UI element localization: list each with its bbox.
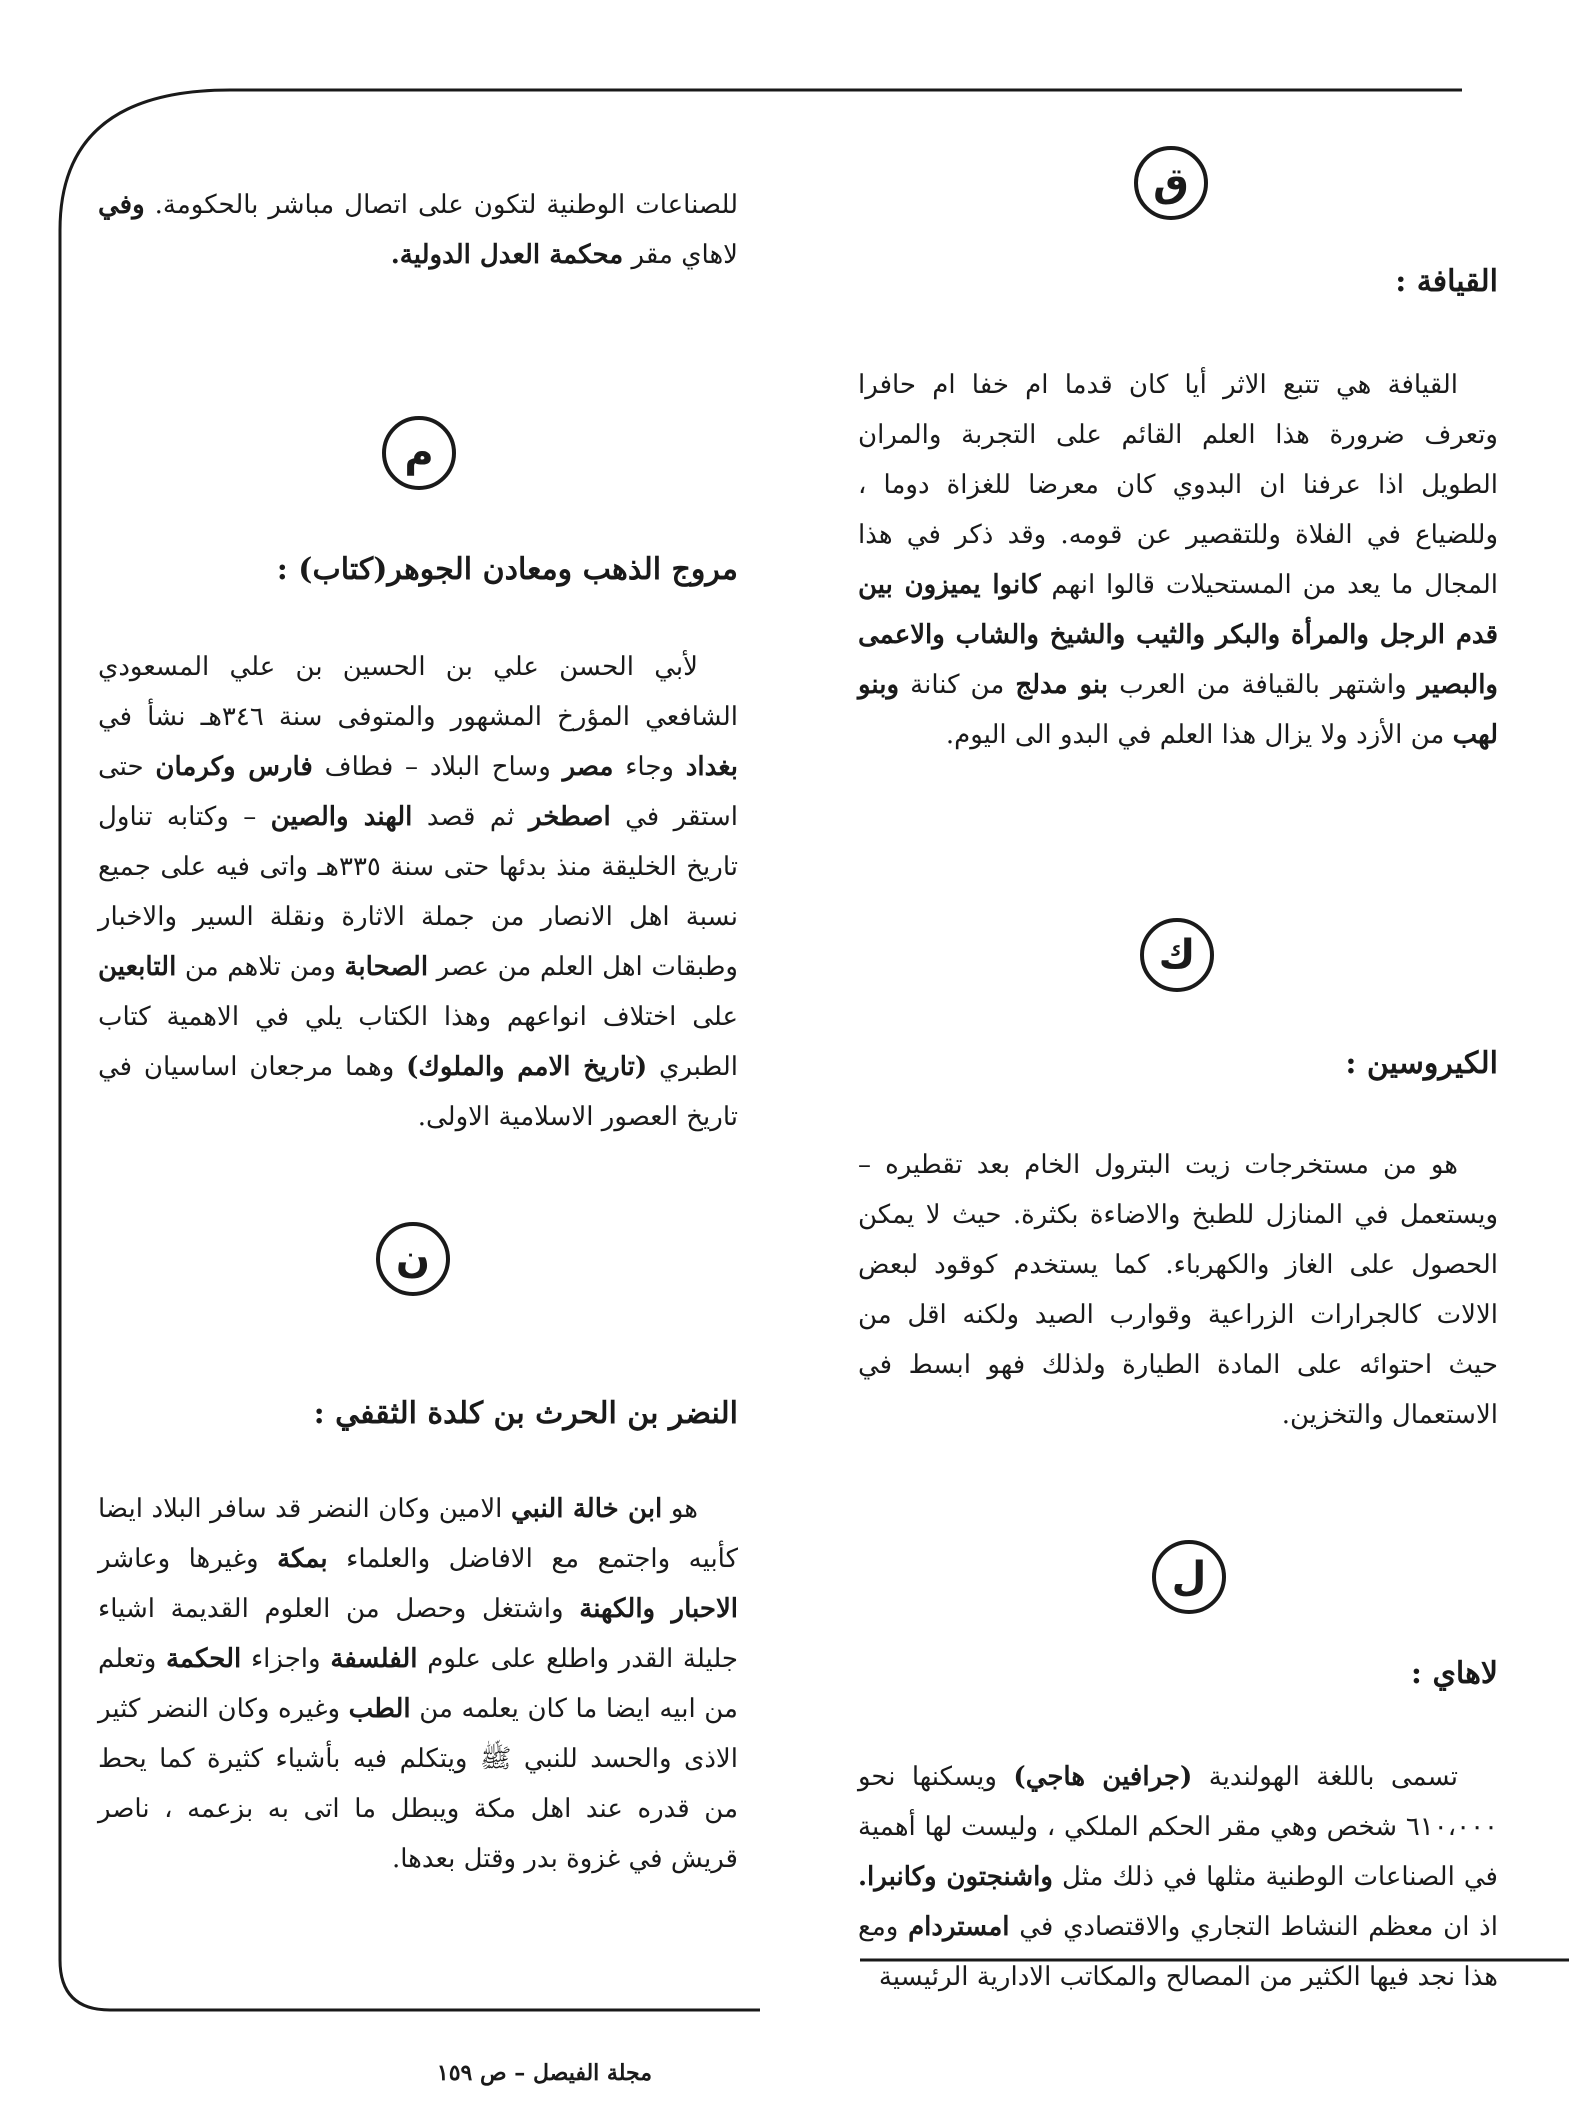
text-run: لأبي الحسن علي بن الحسين بن علي المسعودي الشافعي المؤرخ المشهور والمتوفى سنة ٣٤٦هـ نشأ في bbox=[98, 652, 738, 732]
text-run: هو bbox=[662, 1494, 699, 1524]
bold-term: الاحبار والكهنة bbox=[579, 1594, 739, 1624]
text-run: من الأزد ولا يزال هذا العلم في البدو الى اليوم. bbox=[945, 720, 1453, 750]
text-run: تسمى باللغة الهولندية bbox=[1192, 1762, 1459, 1792]
text-run: وجاء bbox=[613, 752, 686, 782]
bold-term: الطب bbox=[348, 1694, 411, 1724]
text-run: – وكتابه تناول تاريخ الخليقة منذ بدئها حتى سنة ٣٣٥هـ واتى فيه على جميع نسبة اهل الانصار من جملة الاثارة ونقلة السير والاخبار وطبقات اهل العلم من عصر bbox=[98, 802, 738, 982]
paragraph-al-nadr bbox=[98, 1484, 738, 1884]
letter-badge-mim: م bbox=[382, 416, 456, 490]
paragraph-lahay-continuation bbox=[98, 180, 738, 280]
bold-term: وبنو لهب bbox=[858, 670, 1498, 750]
heading-kerosene: الكيروسين : bbox=[1345, 1046, 1498, 1081]
bold-term: مصر bbox=[562, 752, 614, 782]
letter-badge-nun: ن bbox=[376, 1222, 450, 1296]
text-run: لاهاي مقر bbox=[623, 240, 738, 270]
paragraph-lahay bbox=[858, 1752, 1498, 2002]
bold-term: محكمة العدل الدولية. bbox=[390, 240, 624, 270]
paragraph-kerosene bbox=[858, 1140, 1498, 1440]
text-run: على اختلاف انواعهم وهذا الكتاب يلي في الاهمية كتاب الطبري bbox=[98, 1002, 738, 1082]
bold-term: الحكمة bbox=[165, 1644, 242, 1674]
text-run: للصناعات الوطنية لتكون على اتصال مباشر بالحكومة. bbox=[144, 190, 738, 220]
text-run: واشتغل وحصل من العلوم القديمة اشياء جليلة القدر واطلع على علوم bbox=[98, 1594, 738, 1674]
text-run: واجزاء bbox=[241, 1644, 331, 1674]
text-run: وغيره وكان النضر كثير الاذى والحسد للنبي ﷺ ويتكلم فيه بأشياء كثيرة كما يحط من قدره عند اهل مكة ويبطل ما اتى به بزعمه ، ناصر قريش في غزوة بدر وقتل بعدها. bbox=[98, 1694, 738, 1874]
text-run: واشتهر بالقيافة من العرب bbox=[1108, 670, 1418, 700]
page-footer: مجلة الفيصل – ص ١٥٩ bbox=[436, 2060, 652, 2086]
letter-badge-kaf: ك bbox=[1140, 918, 1214, 992]
text-run: ومن تلاهم من bbox=[176, 952, 345, 982]
text-run: حتى استقر في bbox=[98, 752, 739, 832]
bold-term: بغداد bbox=[685, 752, 739, 782]
bold-term: (جرافين هاجي) bbox=[1013, 1762, 1193, 1792]
bold-term: ابن خالة النبي bbox=[510, 1494, 663, 1524]
heading-muruj-al-dhahab: مروج الذهب ومعادن الجوهر(كتاب) : bbox=[276, 552, 738, 587]
bold-term: بنو مدلج bbox=[1015, 670, 1108, 700]
text-run: ويسكنها نحو ٦١٠،٠٠٠ شخص وهي مقر الحكم الملكي ، وليست لها أهمية في الصناعات الوطنية مثلها في ذلك مثل bbox=[858, 1762, 1498, 1892]
heading-lahay: لاهاي : bbox=[1410, 1656, 1498, 1691]
letter-badge-lam: ل bbox=[1152, 1540, 1226, 1614]
frame-bottom-corner bbox=[60, 1960, 110, 2010]
heading-al-nadr: النضر بن الحرث بن كلدة الثقفي : bbox=[313, 1396, 738, 1431]
text-run: وغيرها وعاشر bbox=[98, 1544, 278, 1574]
text-run: من كنانة bbox=[899, 670, 1016, 700]
text-run: هو من مستخرجات زيت البترول الخام بعد تقطيره – ويستعمل في المنازل للطبخ والاضاءة بكثرة. حيث لا يمكن الحصول على الغاز والكهرباء. كما يستخدم كوقود لبعض الالات كالجرارات الزراعية وقوارب الصيد ولكنه اقل من حيث احتوائه على المادة الطيارة ولذلك فهو ابسط في الاستعمال والتخزين. bbox=[858, 1150, 1498, 1430]
letter-badge-qaf: ق bbox=[1134, 146, 1208, 220]
bold-term: كانوا يميزون بين قدم الرجل والمرأة والبكر والثيب والشيخ والشاب والاعمى والبصير bbox=[858, 570, 1498, 700]
text-run: ثم قصد bbox=[412, 802, 529, 832]
bold-term: الفلسفة bbox=[330, 1644, 418, 1674]
bold-term: واشنجتون وكانبرا. bbox=[858, 1862, 1053, 1892]
text-run: الامين وكان النضر قد سافر البلاد ايضا كأبيه واجتمع مع الافاضل والعلماء bbox=[98, 1494, 738, 1574]
bold-term: امستردام bbox=[908, 1912, 1010, 1942]
bold-term: (تاريخ الامم والملوك) bbox=[406, 1052, 648, 1082]
bold-term: التابعين bbox=[98, 952, 177, 982]
text-run: وتعلم من ابيه ايضا ما كان يعلمه من bbox=[98, 1644, 738, 1724]
text-run: ومع هذا نجد فيها الكثير من المصالح والمكاتب الادارية الرئيسية bbox=[858, 1912, 1498, 1992]
text-run: وهما مرجعان اساسيان في تاريخ العصور الاسلامية الاولى. bbox=[98, 1052, 738, 1132]
text-run: وساح البلاد – فطاف bbox=[312, 752, 563, 782]
bold-term: الهند والصين bbox=[270, 802, 413, 832]
bold-term: اصطخر bbox=[528, 802, 611, 832]
text-run: اذ ان معظم النشاط التجاري والاقتصادي في bbox=[1009, 1912, 1498, 1942]
bold-term: وفي bbox=[98, 190, 145, 220]
paragraph-muruj-al-dhahab bbox=[98, 642, 738, 1142]
heading-qiyafa: القيافة : bbox=[1395, 264, 1498, 299]
bold-term: الصحابة bbox=[344, 952, 429, 982]
bold-term: فارس وكرمان bbox=[155, 752, 313, 782]
paragraph-qiyafa bbox=[858, 360, 1498, 760]
bold-term: بمكة bbox=[277, 1544, 328, 1574]
text-run: القيافة هي تتبع الاثر أيا كان قدما ام خفا ام حافرا وتعرف ضرورة هذا العلم القائم على التجربة والمران الطويل اذا عرفنا ان البدوي كان معرضا للغزاة دوما ، وللضياع في الفلاة وللتقصير عن قومه. وقد ذكر في هذا المجال ما يعد من المستحيلات قالوا انهم bbox=[858, 370, 1499, 600]
